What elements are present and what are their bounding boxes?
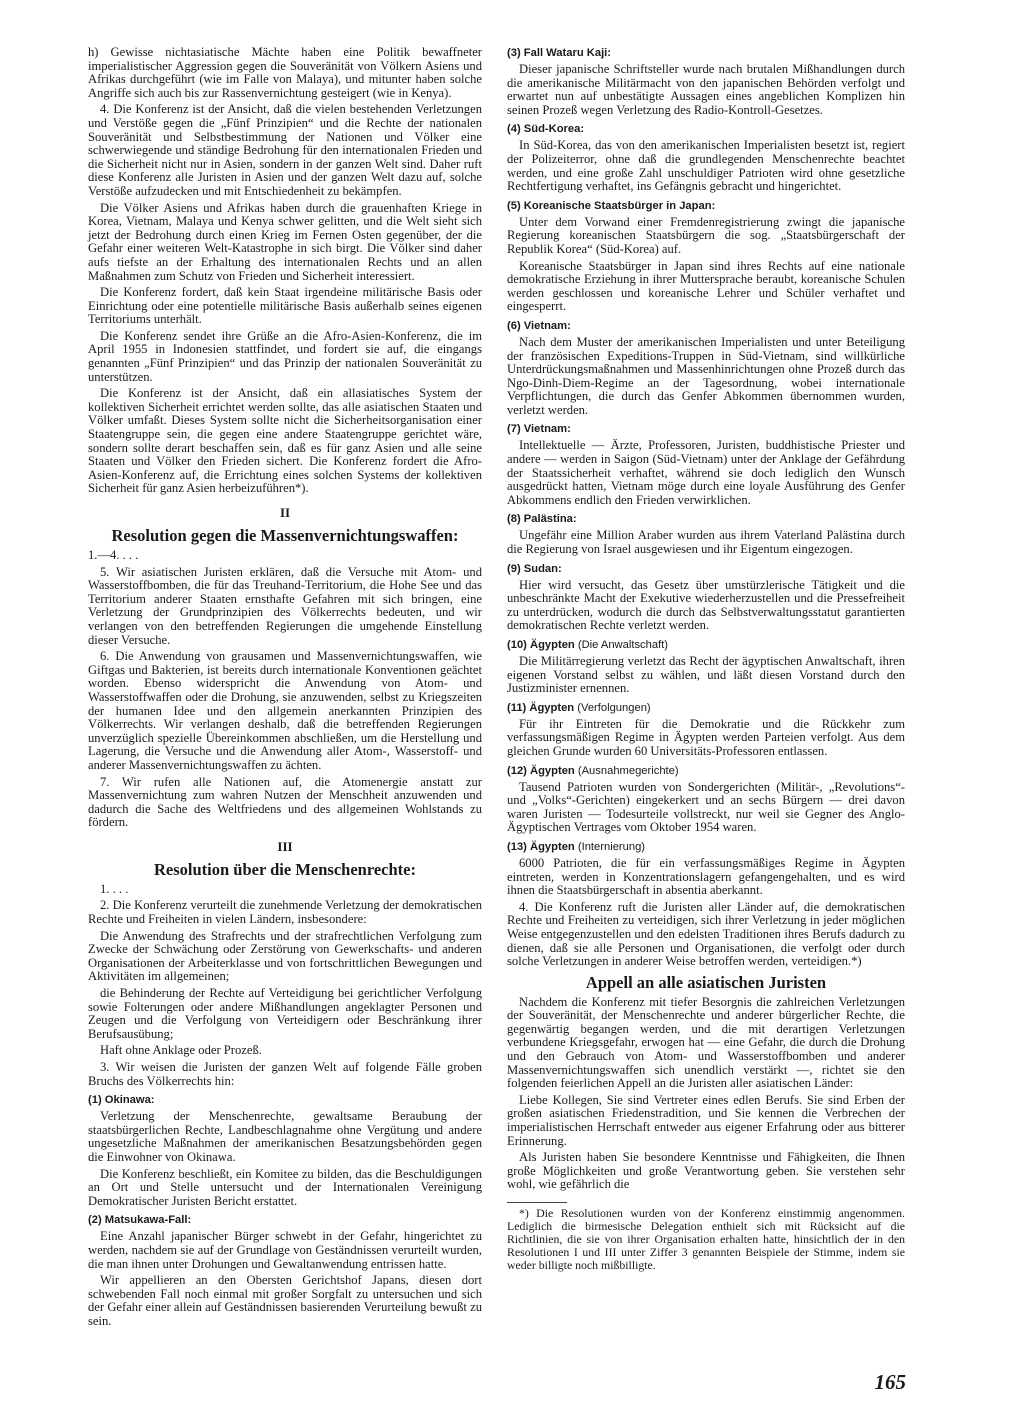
- case-heading-aegypten-10-sub: (Die Anwaltschaft): [574, 639, 669, 651]
- case-heading-aegypten-10: [507, 638, 905, 652]
- paragraph-4-right: 4. Die Konferenz ruft die Juristen aller Länder auf, die demokratischen Rechte und Freiheiten zu verteidigen, sich ihrer Verletzung in jeder möglichen Weise entgegenzustellen und den edelsten Traditionen ihres Berufs dadurch zu dienen, daß sie alle Personen und Organisationen, die verfolgt oder durch solche Verletzungen in anderer Weise betroffen werden, verteidigen.*): [507, 899, 905, 969]
- paragraph-okinawa: Verletzung der Menschenrechte, gewaltsame Beraubung der staatsbürgerlichen Rechte, Landbeschlagnahme ohne Vergütung und andere ungesetzliche Maßnahmen der amerikanischen Besatzungsbehörden gegen die Einwohner von Okinawa.: [88, 1109, 482, 1164]
- footnote-rule: [507, 1202, 567, 1203]
- paragraph-koreaner: Koreanische Staatsbürger in Japan sind ihres Rechts auf eine nationale demokratische Erziehung in ihrer Muttersprache beraubt, koreanische Schulen werden geschlossen und koreanische Lehrer und Schüler verhaftet und eingesperrt.: [507, 258, 905, 314]
- paragraph-palaestina: Ungefähr eine Million Araber wurden aus ihrem Vaterland Palästina durch die Regierung von Israel ausgewiesen und ihr Eigentum eingezogen.: [507, 528, 905, 557]
- paragraph-3: 3. Wir weisen die Juristen der ganzen Welt auf folgende Fälle groben Bruchs des Völkerrechts hin:: [88, 1060, 482, 1088]
- left-column: [88, 46, 482, 1332]
- paragraph-system: Die Konferenz ist der Ansicht, daß ein allasiatisches System der kollektiven Sicherheit errichtet werden sollte, das alle asiatischen Staaten und Völker umfaßt. Dieses System sollte nicht die Sicherheitsorganisation einer Staatengruppe sein, die gegen eine andere Staatengruppe gerichtet wäre, sondern sollte derart beschaffen sein, daß es für ganz Asien und alle seine Staaten und Völker den Frieden sichert. Die Konferenz fordert die Afro-Asien-Konferenz auf, die Errichtung eines solchen Systems der kollektiven Sicherheit für ganz Asien herbeizuführen*).: [88, 386, 482, 496]
- case-heading-aegypten-11-num: (11) Ägypten: [507, 701, 575, 714]
- case-heading-aegypten-13: [507, 840, 905, 854]
- paragraph-basis: Die Konferenz fordert, daß kein Staat irgendeine militärische Basis oder Einrichtung oder eine potentielle militärische Basis außerhalb seines eigenen Territoriums unterhält.: [88, 285, 482, 327]
- paragraph-1-4: 1.—4. . . .: [88, 548, 139, 562]
- paragraph-appell-gerichtshof: Wir appellieren an den Obersten Gerichtshof Japans, diesen dort schwebenden Fall noch einmal mit großer Sorgfalt zu untersuchen und sich der Gefahr einer allein auf Geständnissen basierenden Verurteilung bewußt zu sein.: [88, 1273, 482, 1328]
- paragraph-haft: Haft ohne Anklage oder Prozeß.: [100, 1043, 262, 1058]
- paragraph-aegypten-11: Für ihr Eintreten für die Demokratie und die Rückkehr zum verfassungsmäßigen Regime in Ägypten werden Parteien verfolgt. Aus dem gleichen Grunde wurden 60 Universitäts-Professoren entlassen.: [507, 716, 905, 758]
- case-heading-suedkorea: (4) Süd-Korea:: [507, 123, 585, 136]
- case-heading-vietnam-6: (6) Vietnam:: [507, 319, 571, 332]
- section-title-appell: Appell an alle asiatischen Juristen: [585, 972, 827, 992]
- section-number-ii: II: [279, 505, 291, 520]
- paragraph-aegypten-10: Die Militärregierung verletzt das Recht der ägyptischen Anwaltschaft, ihren eigenen Vorstand selbst zu wählen, und läßt diesen Vorstand durch den Justizminister ernennen.: [507, 654, 905, 696]
- paragraph-matsukawa: Eine Anzahl japanischer Bürger schwebt in der Gefahr, hingerichtet zu werden, nachdem sie auf der Grundlage von Geständnissen verurteilt wurden, die man ihnen unter Drohungen und Gewaltanwendung entrissen hatte.: [88, 1229, 482, 1271]
- paragraph-vietnam-7: Intellektuelle — Ärzte, Professoren, Juristen, buddhistische Priester und andere — werden in Saigon (Süd-Vietnam) unter der Anklage der Gefährdung der Staatssicherheit verhaftet, während sie doch lediglich den Wunsch ausgedrückt hatten, Vietnam möge durch eine loyale Ausführung des Genfer Abkommens endlich den Frieden verwirklichen.: [507, 438, 905, 507]
- paragraph-sudan: Hier wird versucht, das Gesetz über umstürzlerische Tätigkeit und die unbeschränkte Macht der Exekutive wiederherzustellen und die Pressefreiheit zu unterdrücken, wodurch die durch das Selbstverwaltungsstatut garantierten demokratischen Rechte verletzt werden.: [507, 577, 905, 633]
- paragraph-6: 6. Die Anwendung von grausamen und Massenvernichtungswaffen, wie Giftgas und Bakterien, ist bereits durch internationale Konventionen geächtet worden. Ebenso widerspricht die Anwendung von Atom- und Wasserstoffwaffen oder die Drohung, sie anzuwenden, selbst zu Kriegszeiten der humanen Idee und den allgemein anerkannten Prinzipien des Völkerrechts. Wir verlangen deshalb, daß die betreffenden Regierungen unverzüglich spezielle Übereinkommen abschließen, um die Herstellung und Lagerung, die Versuche und die Anwendung aller Atom-, Wasserstoff- und anderer Massenvernichtungswaffen zu ächten.: [88, 649, 482, 772]
- paragraph-2: 2. Die Konferenz verurteilt die zunehmende Verletzung der demokratischen Rechte und Freiheiten in vielen Ländern, insbesondere:: [88, 898, 482, 927]
- right-column: [507, 46, 905, 1275]
- section-title-menschenrechte: Resolution über die Menschenrechte:: [154, 859, 416, 879]
- paragraph-strafrecht: Die Anwendung des Strafrechts und der strafrechtlichen Verfolgung zum Zwecke der Schwächung oder Zerstörung von Gewerkschafts- und anderen Organisationen der Arbeiterklasse und von fortschrittlichen Bewegungen und Aktivitäten im allgemeinen;: [88, 928, 482, 984]
- case-heading-okinawa: (1) Okinawa:: [88, 1094, 155, 1107]
- paragraph-5: 5. Wir asiatischen Juristen erklären, daß die Versuche mit Atom- und Wasserstoffbomben, die für das Treuhand-Territorium, die Hohe See und das Territorium anderer Staaten ernsthafte Gefahren mit sich bringen, eine Verletzung der Grundprinzipien des Völkerrechts bedeuten, und wir verlangen von den betreffenden Regierungen die umgehende Einstellung dieser Versuche.: [88, 564, 482, 647]
- case-heading-vietnam-7: (7) Vietnam:: [507, 423, 571, 436]
- case-heading-aegypten-13-num: (13) Ägypten: [507, 840, 575, 853]
- paragraph-h: h) Gewisse nichtasiatische Mächte haben eine Politik bewaffneter imperialistischer Aggression gegen die Souveränität von Völkern Asiens und Afrikas durchgeführt (wie im Falle von Malaya), und mitunter haben solche Angriffe sich auch bis zur Rassenvernichtung gesteigert (wie in Kenya).: [88, 45, 482, 100]
- paragraph-gruesse: Die Konferenz sendet ihre Grüße an die Afro-Asien-Konferenz, die im April 1955 in Indonesien stattfindet, und fordert sie auf, die eingangs genannten „Fünf Prinzipien“ und das Prinzip der nationalen Souveränität zu unterstützen.: [88, 328, 482, 384]
- section-number-iii: III: [277, 838, 293, 854]
- paragraph-1: 1. . . .: [100, 881, 129, 896]
- case-heading-aegypten-10-num: (10) Ägypten: [507, 639, 575, 651]
- case-heading-aegypten-12-sub: (Ausnahmegerichte): [574, 764, 679, 777]
- paragraph-komitee: Die Konferenz beschließt, ein Komitee zu bilden, das die Beschuldigungen an Ort und Stelle untersucht und der Internationalen Vereinigung Demokratischer Juristen Bericht erstattet.: [88, 1166, 482, 1208]
- footnote: [507, 1202, 905, 1272]
- case-heading-aegypten-11: [507, 701, 905, 715]
- page-number: 165: [874, 1370, 906, 1394]
- paragraph-appell-1: Nachdem die Konferenz mit tiefer Besorgnis die zahlreichen Verletzungen der Souveränität, der Menschenrechte und anderer bürgerlicher Rechte, die gegenwärtig begangen werden, und die mit derartigen Verletzungen verbundene Kriegsgefahr, erwogen hat — eine Gefahr, die durch die Drohung und den Gebrauch von Atom- und Wasserstoffbomben und anderer Massenvernichtungswaffen sich unendlich verstärkt —, richtet sie den folgenden feierlichen Appell an die Juristen aller asiatischen Länder:: [507, 994, 905, 1091]
- paragraph-aegypten-12: Tausend Patrioten wurden von Sondergerichten (Militär-, „Revolutions“- und „Volks“-Gerichten) eingekerkert und an sechs Bürgern — drei davon waren Juristen — Todesurteile vollstreckt, nur weil sie Gegner des Anglo-Ägyptischen Vertrages vom Oktober 1954 waren.: [507, 779, 905, 835]
- case-heading-aegypten-11-sub: (Verfolgungen): [574, 701, 651, 714]
- paragraph-suedkorea: In Süd-Korea, das von den amerikanischen Imperialisten besetzt ist, regiert der Polizeiterror, ohne daß die grundlegenden Menschenrechte beachtet werden, und eine große Zahl unschuldiger Patrioten wird ohne gesetzliche Rechtfertigung verhaftet, ins Gefängnis gebracht und hingerichtet.: [507, 138, 905, 194]
- case-heading-matsukawa: (2) Matsukawa-Fall:: [88, 1214, 192, 1227]
- paragraph-voelker: Die Völker Asiens und Afrikas haben durch die grauenhaften Kriege in Korea, Vietnam, Malaya und Kenya schwer gelitten, und die Welt sieht sich jetzt der Bedrohung durch einen Krieg im Fernen Osten gegenüber, der die Gefahr einer weiteren Welt-Katastrophe in sich birgt. Die Völker sind daher aufs tiefste an der Erhaltung des internationalen Rechts und an allen Maßnahmen zum Schutz von Frieden und Sicherheit interessiert.: [88, 200, 482, 283]
- section-title-massenvernichtungswaffen: Resolution gegen die Massenvernichtungswaffen:: [111, 526, 459, 545]
- footnote-text: *) Die Resolutionen wurden von der Konferenz einstimmig angenommen. Lediglich die birmesische Delegation enthielt sich mit Rücksicht auf die Richtlinien, die sie von ihrer Organisation erhalten hatte, hinsichtlich der in den Resolutionen I und III unter Ziffer 3 genannten Beispiele der Stimme, indem sie weder billigte noch mißbilligte.: [507, 1206, 905, 1272]
- case-heading-sudan: (9) Sudan:: [507, 562, 562, 575]
- paragraph-4: 4. Die Konferenz ist der Ansicht, daß die vielen bestehenden Verletzungen und Verstöße gegen die „Fünf Prinzipien“ und die Rechte der nationalen Souveränität und Selbstbestimmung der Nationen und Völker eine schwerwiegende und ständige Bedrohung für den internationalen Frieden und die Sicherheit nicht nur in Asien, sondern in der ganzen Welt sind. Daher ruft diese Konferenz alle Juristen in Asien und der ganzen Welt dazu auf, solche Verstöße aufzudecken und mit Entschiedenheit zu bekämpfen.: [88, 102, 482, 198]
- paragraph-7: 7. Wir rufen alle Nationen auf, die Atomenergie anstatt zur Massenvernichtung zum wahren Nutzen der Menschheit anzuwenden und dadurch die Sache des Weltfriedens und des allgemeinen Wohlstands zu fördern.: [88, 774, 482, 830]
- paragraph-appell-3: Als Juristen haben Sie besondere Kenntnisse und Fähigkeiten, die Ihnen große Möglichkeiten und große Verantwortung geben. Sie verstehen sehr wohl, wie gefährlich die: [507, 1150, 905, 1192]
- paragraph-kaji: Dieser japanische Schriftsteller wurde nach brutalen Mißhandlungen durch die amerikanische Militärmacht von den japanischen Behörden verfolgt und erwartet nun auf unbestätigte Aussagen eines angeblichen Komplizen hin seinen Prozeß wegen Verletzung des Radio-Kontroll-Gesetzes.: [507, 62, 905, 117]
- case-heading-aegypten-12: [507, 764, 905, 778]
- paragraph-aegypten-13: 6000 Patrioten, die für ein verfassungsmäßiges Regime in Ägypten eintreten, werden in Konzentrationslagern gefangengehalten, und es wird ihnen die Staatsbürgerschaft in absentia aberkannt.: [507, 855, 905, 898]
- case-heading-aegypten-13-sub: (Internierung): [574, 840, 646, 853]
- case-heading-kaji: (3) Fall Wataru Kaji:: [507, 47, 612, 59]
- case-heading-koreaner: (5) Koreanische Staatsbürger in Japan:: [507, 199, 716, 212]
- case-heading-palaestina: (8) Palästina:: [507, 513, 577, 526]
- paragraph-appell-2: Liebe Kollegen, Sie sind Vertreter eines edlen Berufs. Sie sind Erben der großen asiatischen Friedenstradition, und Sie kennen die Verbrechen der imperialistischen Herrschaft entweder aus eigener Erfahrung oder aus bitterer Erinnerung.: [507, 1092, 905, 1148]
- paragraph-vorwand: Unter dem Vorwand einer Fremdenregistrierung zwingt die japanische Regierung koreanischen Staatsbürgern die sog. „Staatsbürgerschaft der Republik Korea“ (Süd-Korea) auf.: [507, 214, 905, 256]
- paragraph-behinderung: die Behinderung der Rechte auf Verteidigung bei gerichtlicher Verfolgung sowie Folterungen oder andere Mißhandlungen angeklagter Personen und Zeugen und die Verfolgung von Verteidigern oder Beschränkung ihrer Berufsausübung;: [88, 986, 482, 1041]
- paragraph-vietnam-6: Nach dem Muster der amerikanischen Imperialisten und unter Beteiligung der französischen Expeditions-Truppen in Süd-Vietnam, sind willkürliche Unterdrückungsmaßnahmen und Massenhinrichtungen ohne Prozeß durch das Ngo-Dinh-Diem-Regime an der Tagesordnung, wobei internationale Verpflichtungen, die durch das Genfer Abkommen übernommen wurden, verletzt werden.: [507, 334, 905, 417]
- case-heading-aegypten-12-num: (12) Ägypten: [507, 764, 575, 777]
